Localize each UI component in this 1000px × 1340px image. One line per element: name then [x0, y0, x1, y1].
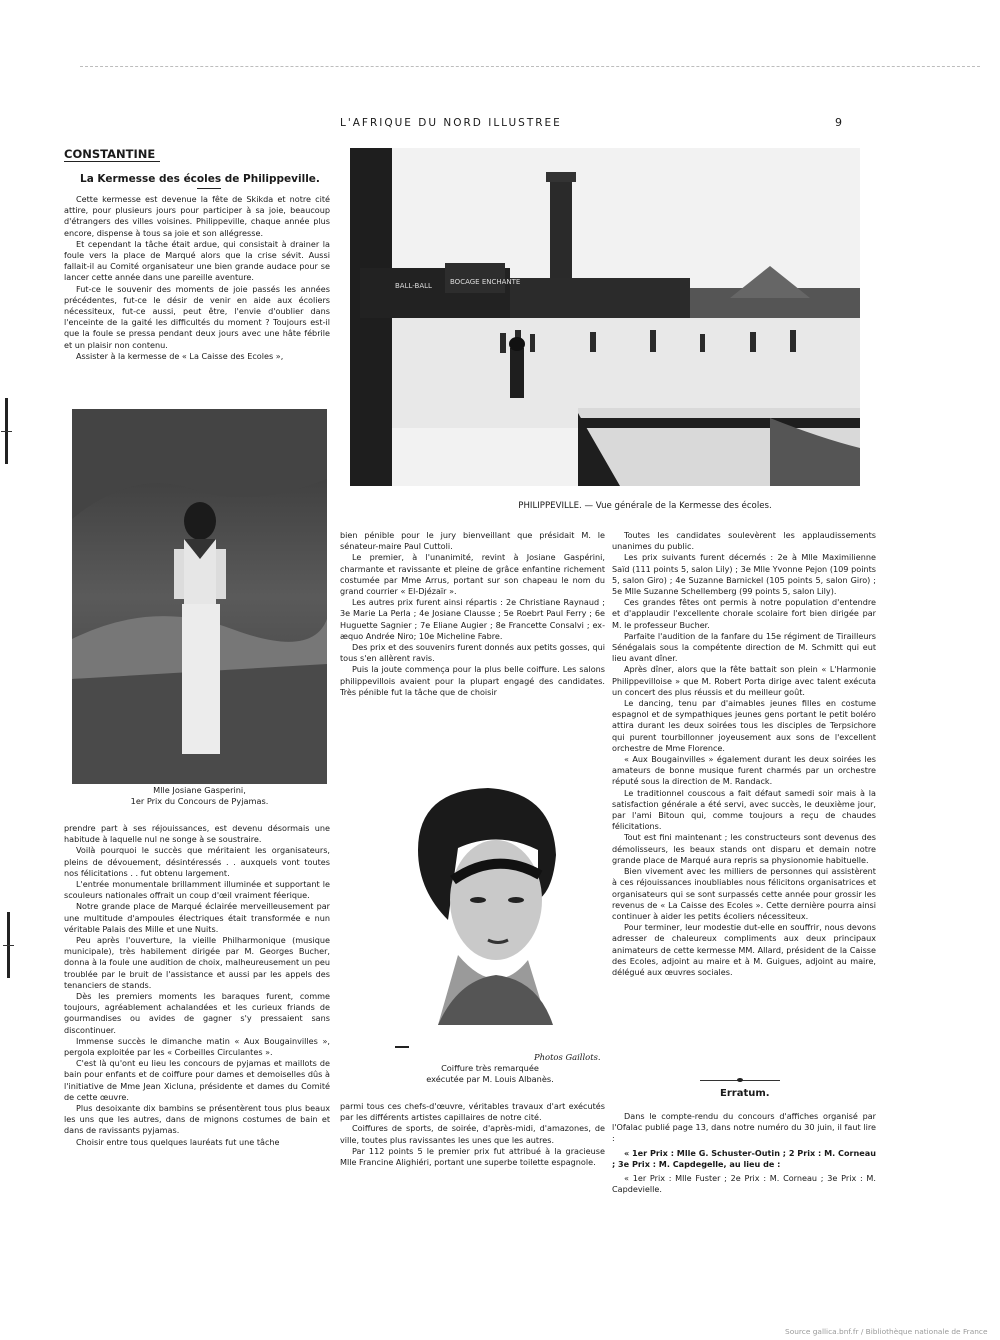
photo-credit: Photos Gaillots. [534, 1052, 601, 1062]
paragraph: Des prix et des souvenirs furent donnés aux petits gosses, qui tous s'en allèrent ravis. [340, 642, 605, 664]
photo-coiffure-image [378, 770, 578, 1025]
photo-coiffure [378, 770, 578, 1025]
photo-pyjama-winner [72, 409, 327, 784]
paragraph: Toutes les candidates soulevèrent les applaudissements unanimes du public. [612, 530, 876, 552]
column-2-top [340, 530, 605, 698]
headline-rule [197, 188, 221, 189]
photo-kermesse-image [350, 148, 860, 486]
paragraph: Bien vivement avec les milliers de personnes qui assistèrent à ces réjouissances inoubliables nous félicitons organisatrices et organisateurs qui se sont surpassés cette année pour grossir les revenus de « La Caisse des Ecoles ». Cette dernière pourra ainsi continuer à aider les petits écoliers nécessiteux. [612, 866, 876, 921]
caption-line: Mlle Josiane Gasperini, [153, 785, 246, 795]
paragraph: Et cependant la tâche était ardue, qui consistait à drainer la foule vers la place de Marqué alors que la crise sévit. Aussi fallait-il au Comité organisateur une bien grande audace pour se lancer cette année dans une pareille aventure. [64, 238, 330, 283]
erratum-body [612, 1111, 876, 1195]
column-1-top [64, 194, 330, 362]
caption-line: 1er Prix du Concours de Pyjamas. [130, 796, 269, 806]
paragraph: Les autres prix furent ainsi répartis : 2e Christiane Raynaud ; 3e Marie La Perla ; 4e Josiane Clausse ; 5e Roebrt Paul Ferry ; 6e Huguette Sagnier ; 7e Eliane Augier ; 8e Francette Consalvi ; ex-æquo Andrée Niro; 10e Micheline Fabre. [340, 597, 605, 641]
coiffure-photo-caption [400, 1063, 580, 1085]
pyjama-photo-caption [72, 785, 327, 807]
paragraph: parmi tous ces chefs-d'œuvre, véritables travaux d'art exécutés par les différents artistes capillaires de notre cité. [340, 1101, 605, 1123]
paragraph: Par 112 points 5 le premier prix fut attribué à la gracieuse Mlle Francine Alighiéri, portant une superbe toilette espagnole. [340, 1145, 605, 1168]
erratum-title: Erratum. [720, 1088, 770, 1099]
paragraph: Coiffures de sports, de soirée, d'après-midi, d'amazones, de ville, toutes plus ravissantes les unes que les autres. [340, 1123, 605, 1145]
kermesse-photo-caption: PHILIPPEVILLE. — Vue générale de la Kermesse des écoles. [518, 501, 772, 511]
erratum-paragraph: « 1er Prix : Mlle Fuster ; 2e Prix : M. Corneau ; 3e Prix : M. Capdevielle. [612, 1173, 876, 1195]
paragraph: L'entrée monumentale brillamment illuminée et supportant le scouleurs nationales offrait un coup d'œil vraiment féerique. [64, 879, 330, 901]
caption-line: exécutée par M. Louis Albanès. [426, 1074, 554, 1084]
column-1-bottom [64, 823, 330, 1148]
erratum-ornament-dot [737, 1078, 743, 1082]
photo-pyjama-winner-image [72, 409, 327, 784]
paragraph: Ces grandes fêtes ont permis à notre population d'entendre et d'applaudir l'excellente chorale scolaire fort bien dirigée par M. le professeur Bucher. [612, 597, 876, 630]
paragraph: Fut-ce le souvenir des moments de joie passés les années précédentes, fut-ce le désir de venir en aide aux écoliers nécessiteux, fut-ce aussi, peut être, l'envie d'oublier dans l'enceinte de la gaité les difficultés du moment ? Toujours est-il que la foule se pressa pendant deux jours avec une hâte fébrile et un plaisir non contenu. [64, 283, 330, 350]
paragraph: Puis la joute commença pour la plus belle coiffure. Les salons philippevillois avaient pour la plupart engagé des candidates. Très pénible fut la tâche que de choisir [340, 664, 605, 697]
erratum-paragraph: Dans le compte-rendu du concours d'affiches organisé par l'Ofalac publié page 13, dans notre numéro du 30 juin, il faut lire : [612, 1111, 876, 1144]
paragraph: « Aux Bougainvilles » également durant les deux soirées les amateurs de bonne musique furent charmés par un orchestre réputé sous la direction de M. Randack. [612, 754, 876, 787]
photo-kermesse-general-view [350, 148, 860, 486]
paragraph: Choisir entre tous quelques lauréats fut une tâche [76, 1136, 280, 1147]
paragraph: Les prix suivants furent décernés : 2e à Mlle Maximilienne Saïd (111 points 5, salon Lily) ; 3e Mlle Yvonne Pejon (109 points 5, salon Giro) ; 4e Suzanne Barnickel (105 points 5, salon Giro) ; 5e Mlle Suzanne Schellemberg (99 points 5, salon Lily). [612, 552, 876, 597]
paragraph: Plus desoixante dix bambins se présentèrent tous plus beaux les uns que les autres, dans de mignons costumes de bain et dans de ravissants pyjamas. [64, 1103, 330, 1136]
paragraph: Cette kermesse est devenue la fête de Skikda et notre cité attire, pour plusieurs jours pour participer à sa joie, beaucoup d'étrangers des villes voisines. Philippeville, chaque année plus encore, dispense à tous sa joie et son allégresse. [64, 194, 330, 238]
running-title: L'AFRIQUE DU NORD ILLUSTREE [340, 117, 562, 129]
paragraph: Le traditionnel couscous a fait défaut samedi soir mais à la satisfaction générale a été servi, avec succès, le deuxième jour, par l'ami Bitoun qui, comme toujours a reçu de chaudes félicitations. [612, 787, 876, 832]
paragraph: Le dancing, tenu par d'aimables jeunes filles en costume espagnol et de sympathiques jeunes gens portant le petit boléro attira durant les deux soirées tous les disciples de Terpsichore qui purent tourbillonner joyeusement aux sons de l'excellent orchestre de Mme Florence. [612, 698, 876, 753]
left-margin-mark [7, 912, 10, 978]
paragraph: Après dîner, alors que la fête battait son plein « L'Harmonie Philippevilloise » que M. Robert Porta dirige avec talent exécuta un concert des plus réussis et du meilleur goût. [612, 664, 876, 697]
stand-sign-bocage: BOCAGE ENCHANTE [450, 278, 521, 286]
paragraph: Notre grande place de Marqué éclairée merveilleusement par une multitude d'ampoules électriques était transformée e nun véritable Palais des Mille et une Nuits. [64, 901, 330, 934]
column-2-bottom [340, 1101, 605, 1168]
paragraph: Immense succès le dimanche matin « Aux Bougainvilles », pergola exploitée par les « Corbeilles Circulantes ». [64, 1035, 330, 1058]
credit-dash [395, 1046, 409, 1048]
paragraph: Pour terminer, leur modestie dut-elle en souffrir, nous devons adresser de chaleureux compliments aux deux principaux animateurs de cette kermesse MM. Allard, président de la Caisse des Ecoles, adjoint au maire et à M. Guigues, adjoint au maire, délégué aux œuvres sociales. [612, 922, 876, 977]
source-attribution: Source gallica.bnf.fr / Bibliothèque nationale de France [785, 1327, 988, 1336]
paragraph: Le premier, à l'unanimité, revint à Josiane Gaspérini, charmante et ravissante et pleine de grâce enfantine richement costumée par Mme Arrus, portant sur son chapeau le nom du grand courrier « El-Djézaïr ». [340, 552, 605, 597]
paragraph: C'est là qu'ont eu lieu les concours de pyjamas et maillots de bain pour enfants et de coiffure pour dames et demoiselles dûs à l'initiative de Mme Jean Xicluna, présidente et dames du Comité de cette œuvre. [64, 1058, 330, 1102]
paragraph: Tout est fini maintenant ; les constructeurs sont devenus des démolisseurs, les beaux stands ont disparu et demain notre grande place de Marqué aura repris sa physionomie habituelle. [612, 832, 876, 865]
paragraph: Assister à la kermesse de « La Caisse des Ecoles », [76, 350, 284, 361]
paragraph: bien pénible pour le jury bienveillant que présidait M. le sénateur-maire Paul Cuttoli. [340, 530, 605, 552]
erratum-paragraph: « 1er Prix : Mlle G. Schuster-Outin ; 2 Prix : M. Corneau ; 3e Prix : M. Capdegelle, au lieu de : [612, 1147, 876, 1169]
section-title-rule [64, 161, 160, 162]
paragraph: Voilà pourquoi le succès que méritaient les organisateurs, pleins de dévouement, désintéressés . . auxquels vont toutes nos félicitations . . fut obtenu largement. [64, 845, 330, 878]
section-title: CONSTANTINE [64, 147, 156, 161]
caption-line: Coiffure très remarquée [441, 1063, 539, 1073]
top-edge-rule [80, 66, 980, 67]
stand-sign-ballball: BALL-BALL [395, 282, 432, 290]
page-number: 9 [835, 116, 842, 129]
column-3 [612, 530, 876, 978]
paragraph: prendre part à ses réjouissances, est devenu désormais une habitude à laquelle nul ne songe à se soustraire. [64, 823, 330, 845]
paragraph: Parfaite l'audition de la fanfare du 15e régiment de Tirailleurs Sénégalais sous la compétente direction de M. Schmitt qui eut lieu avant dîner. [612, 630, 876, 664]
left-margin-mark [5, 398, 8, 464]
paragraph: Dès les premiers moments les baraques furent, comme toujours, agréablement achalandées et les curieux friands de gourmandises ou avides de gagner s'y pressaient sans discontinuer. [64, 991, 330, 1035]
article-headline: La Kermesse des écoles de Philippeville. [80, 173, 320, 185]
paragraph: Peu après l'ouverture, la vieille Philharmonique (musique municipale), très habilement dirigée par M. Georges Bucher, donna à la foule une audition de choix, malheureusement un peu troublée par le bruit de l'assistance et aussi par les appels des tenanciers de stands. [64, 935, 330, 990]
